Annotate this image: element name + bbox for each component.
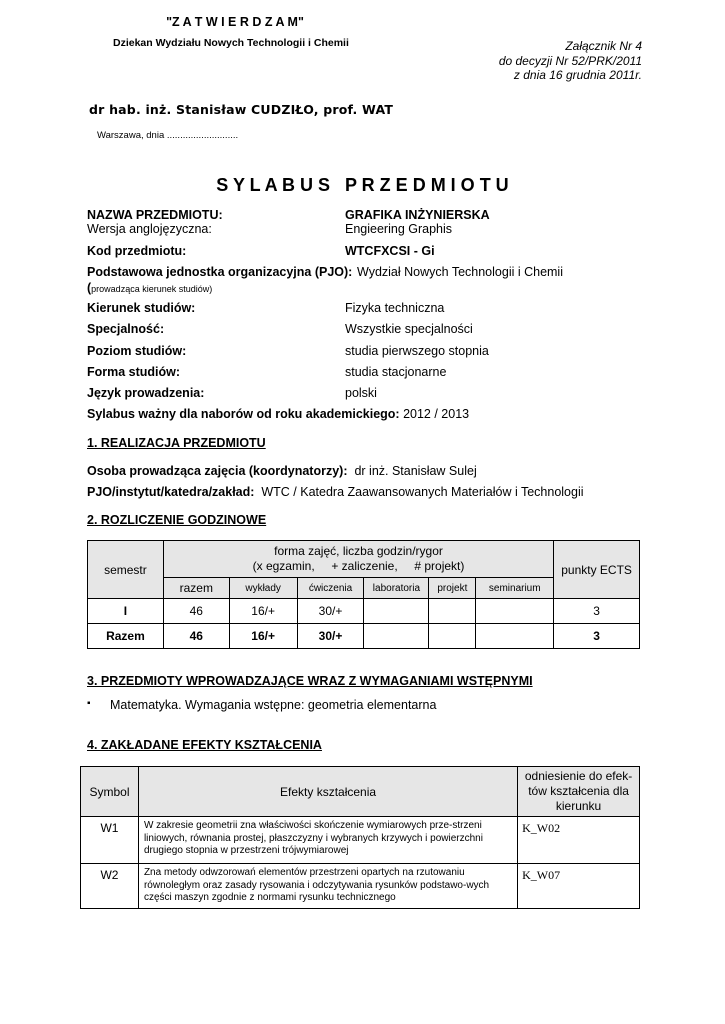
header-reference: odniesienie do efek-tów kształcenia dla kierunku: [518, 767, 640, 817]
section-2-title: 2. ROZLICZENIE GODZINOWE: [87, 513, 267, 527]
pjo-value: Wydział Nowych Technologii i Chemii: [357, 265, 563, 279]
forma-value: studia stacjonarne: [345, 365, 447, 379]
coordinator-line: [87, 464, 477, 478]
table-row: [88, 599, 640, 624]
col-wyklady: wykłady: [229, 578, 297, 599]
forma-header-line-1: forma zajęć, liczba godzin/rygor: [274, 544, 443, 558]
cell-ects: 3: [554, 599, 640, 624]
cell-semestr: Razem: [88, 624, 164, 649]
cell-ects: 3: [554, 624, 640, 649]
outcome-text: Zna metody odwzorowań elementów przestrzeni opartych na rzutowaniu równoległym oraz zasady rysowania i odczytywania rysunków podstawo-wych części maszyn zgodnie z normami rysunku technicznego: [138, 864, 517, 909]
section-4-title: 4. ZAKŁADANE EFEKTY KSZTAŁCENIA: [87, 738, 322, 752]
cell-razem: 46: [163, 599, 229, 624]
hours-table: [87, 540, 640, 649]
forma-header-line-2: (x egzamin, + zaliczenie, # projekt): [252, 559, 465, 573]
attachment-line-3: z dnia 16 grudnia 2011r.: [513, 68, 642, 82]
validity-label: Sylabus ważny dla naborów od roku akademickiego:: [87, 407, 400, 421]
document-title: S Y L A B U S P R Z E D M I O T U: [216, 175, 509, 195]
place-date: Warszawa, dnia ...........................: [97, 130, 239, 141]
spec-label: Specjalność:: [87, 322, 165, 336]
jezyk-label: Język prowadzenia:: [87, 386, 205, 400]
attachment-note: [499, 39, 642, 83]
spec-value: Wszystkie specjalności: [345, 322, 473, 336]
attachment-line-1: Załącznik Nr 4: [565, 39, 642, 53]
cell-seminarium: [476, 624, 554, 649]
pjo-unit-value: WTC / Katedra Zaawansowanych Materiałów i Technologii: [261, 485, 584, 499]
pjo-note: [87, 279, 212, 297]
english-label: Wersja anglojęzyczna:: [87, 222, 212, 236]
col-seminarium: seminarium: [476, 578, 554, 599]
kierunek-label: Kierunek studiów:: [87, 301, 196, 315]
section-1-title: 1. REALIZACJA PRZEDMIOTU: [87, 436, 266, 450]
cell-laboratoria: [364, 624, 429, 649]
cell-semestr: I: [88, 599, 164, 624]
coordinator-value: dr inż. Stanisław Sulej: [354, 464, 477, 478]
col-projekt: projekt: [429, 578, 476, 599]
outcome-text: W zakresie geometrii zna właściwości skończenie wymiarowych prze-strzeni liniowych, równania prostej, płaszczyzny i wybranych krzywych i powierzchni drugiego stopnia w przestrzeni trójwymiarowej: [138, 817, 517, 864]
cell-projekt: [429, 599, 476, 624]
cell-cwiczenia: 30/+: [297, 599, 364, 624]
forma-label: Forma studiów:: [87, 365, 181, 379]
code-value: WTCFXCSI - Gi: [345, 244, 435, 258]
english-value: Engieering Graphis: [345, 222, 453, 236]
header-symbol: Symbol: [81, 767, 139, 817]
kierunek-value: Fizyka techniczna: [345, 301, 445, 315]
cell-wyklady: 16/+: [229, 599, 297, 624]
dean-title: Dziekan Wydziału Nowych Technologii i Chemii: [113, 37, 349, 49]
cell-cwiczenia: 30/+: [297, 624, 364, 649]
semestr-header: semestr: [88, 541, 164, 599]
outcome-reference: K_W02: [518, 817, 640, 864]
bullet-icon: ▪: [87, 698, 91, 709]
signer-name: dr hab. inż. Stanisław CUDZIŁO, prof. WAT: [89, 102, 394, 117]
prerequisite-item: Matematyka. Wymagania wstępne: geometria elementarna: [110, 698, 437, 712]
cell-razem: 46: [163, 624, 229, 649]
poziom-label: Poziom studiów:: [87, 344, 187, 358]
coordinator-label: Osoba prowadząca zajęcia (koordynatorzy):: [87, 464, 348, 478]
pjo-note-text: prowadząca kierunek studiów): [91, 284, 213, 294]
code-label: Kod przedmiotu:: [87, 244, 187, 258]
name-value: GRAFIKA INŻYNIERSKA: [345, 208, 490, 222]
outcomes-table: [80, 766, 640, 909]
pjo-unit-label: PJO/instytut/katedra/zakład:: [87, 485, 255, 499]
table-row: [81, 864, 640, 909]
outcome-reference: K_W07: [518, 864, 640, 909]
table-row-total: [88, 624, 640, 649]
poziom-value: studia pierwszego stopnia: [345, 344, 489, 358]
cell-wyklady: 16/+: [229, 624, 297, 649]
pjo-label: Podstawowa jednostka organizacyjna (PJO):: [87, 265, 353, 279]
validity-value: 2012 / 2013: [403, 407, 470, 421]
ects-header: punkty ECTS: [554, 541, 640, 599]
approval-title: "Z A T W I E R D Z A M": [166, 15, 304, 29]
validity-line: [87, 407, 469, 421]
col-razem: razem: [163, 578, 229, 599]
col-laboratoria: laboratoria: [364, 578, 429, 599]
section-3-title: 3. PRZEDMIOTY WPROWADZAJĄCE WRAZ Z WYMAGANIAMI WSTĘPNYMI: [87, 674, 533, 688]
table-row: [81, 817, 640, 864]
pjo-unit-line: [87, 485, 584, 499]
cell-seminarium: [476, 599, 554, 624]
cell-laboratoria: [364, 599, 429, 624]
header-efekty: Efekty kształcenia: [138, 767, 517, 817]
name-label: NAZWA PRZEDMIOTU:: [87, 208, 223, 222]
forma-header: [163, 541, 553, 578]
attachment-line-2: do decyzji Nr 52/PRK/2011: [498, 53, 642, 68]
jezyk-value: polski: [345, 386, 377, 400]
col-cwiczenia: ćwiczenia: [297, 578, 364, 599]
pjo-note-paren: (: [87, 281, 92, 295]
outcome-symbol: W2: [81, 864, 139, 909]
outcome-symbol: W1: [81, 817, 139, 864]
cell-projekt: [429, 624, 476, 649]
